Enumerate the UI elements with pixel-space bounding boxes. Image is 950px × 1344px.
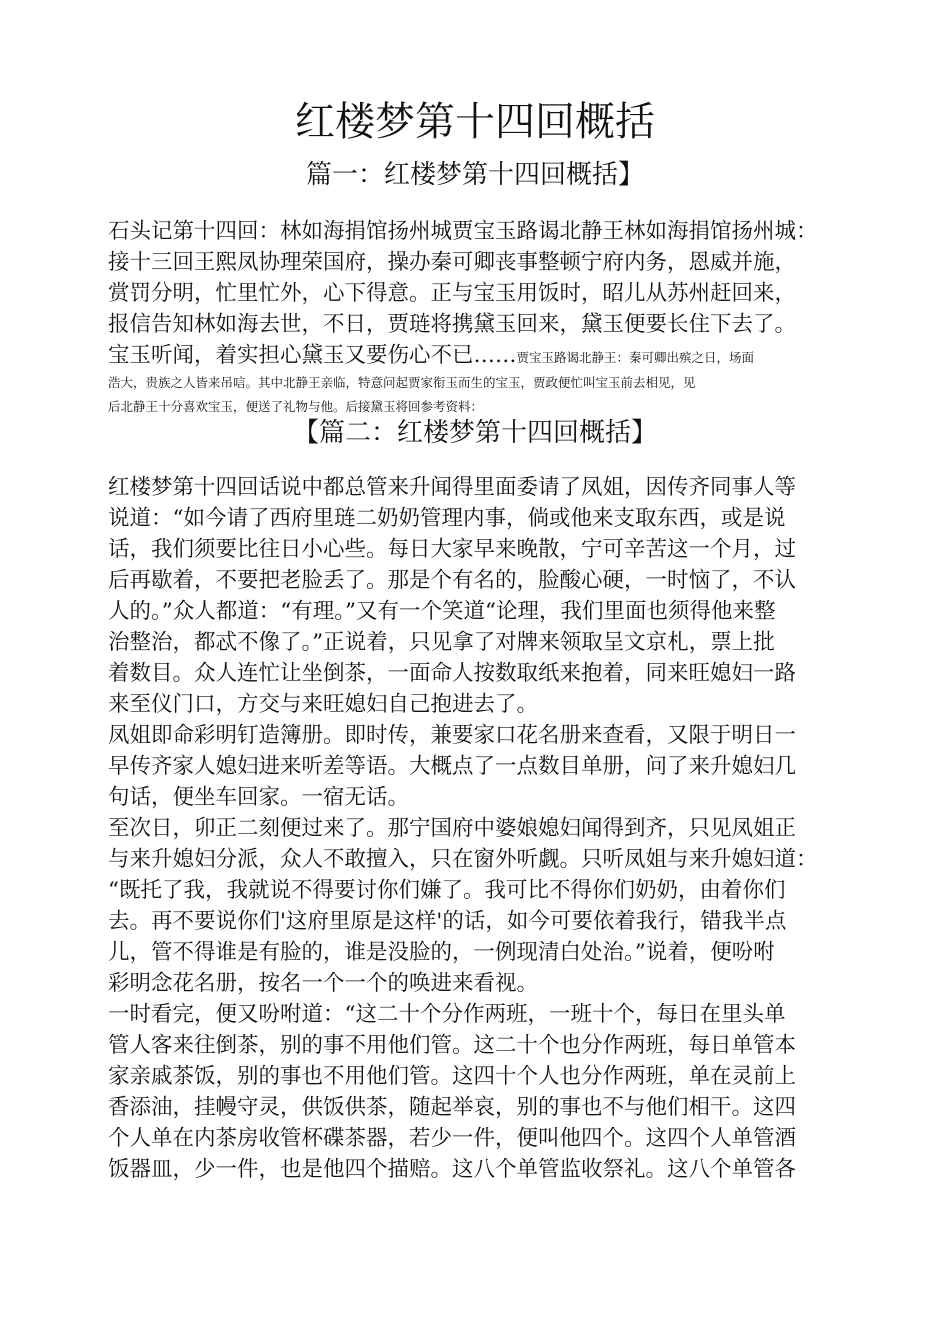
paragraph-line: 话，我们须要比往日小心些。每日大家早来晚散，宁可辛苦这一个月，过 [108, 537, 797, 562]
section2-body [108, 472, 868, 1185]
small-paragraph-line: 后北静王十分喜欢宝玉，便送了礼物与他。后接黛玉将回参考资料： [108, 399, 484, 414]
paragraph-text: 宝玉听闻，着实担心黛玉又要伤心不已…… [108, 343, 517, 368]
paragraph-line: 着数目。众人连忙让坐倒茶，一面命人按数取纸来抱着，同来旺媳妇一路 [108, 661, 797, 686]
paragraph-line: 句话，便坐车回家。一宿无话。 [108, 785, 410, 810]
paragraph-line: 彩明念花名册，按名一个一个的唤进来看视。 [108, 971, 539, 996]
paragraph-line: 凤姐即命彩明钉造簿册。即时传，兼要家口花名册来查看，又限于明日一 [108, 723, 797, 748]
paragraph-line: 去。再不要说你们'这府里原是这样'的话，如今可要依着我行，错我半点 [108, 909, 787, 934]
section1-body [108, 216, 868, 419]
paragraph-line: 家亲戚茶饭，别的事也不用他们管。这四十个人也分作两班，单在灵前上 [108, 1064, 797, 1089]
paragraph-line: 红楼梦第十四回话说中都总管来升闻得里面委请了凤姐，因传齐同事人等 [108, 475, 797, 500]
paragraph-line: 后再歇着，不要把老脸丢了。那是个有名的，脸酸心硬，一时恼了，不认 [108, 568, 797, 593]
paragraph-line: 早传齐家人媳妇进来听差等语。大概点了一点数目单册，问了来升媳妇几 [108, 754, 797, 779]
paragraph-line: 治整治，都忒不像了。”正说着，只见拿了对牌来领取呈文京札，票上批 [108, 630, 775, 655]
paragraph-line: 儿，管不得谁是有脸的，谁是没脸的，一例现清白处治。”说着，便吩咐 [108, 940, 775, 965]
paragraph-line: 香添油，挂幔守灵，供饭供茶，随起举哀，别的事也不与他们相干。这四 [108, 1095, 797, 1120]
paragraph-line: 来至仪门口，方交与来旺媳妇自己抱进去了。 [108, 692, 539, 717]
paragraph-line: 与来升媳妇分派，众人不敢擅入，只在窗外听觑。只听凤姐与来升媳妇道： [108, 847, 818, 872]
paragraph-line: 报信告知林如海去世，不日，贾琏将携黛玉回来，黛玉便要长住下去了。 [108, 312, 797, 337]
paragraph-line-mixed [108, 340, 868, 371]
section2-heading: 【篇二：红楼梦第十四回概括】 [292, 418, 657, 448]
document-title: 红楼梦第十四回概括 [295, 99, 655, 145]
paragraph-line: 管人客来往倒茶，别的事不用他们管。这二十个也分作两班，每日单管本 [108, 1033, 797, 1058]
paragraph-line: 人的。”众人都道：“有理。”又有一个笑道“论理，我们里面也须得他来整 [108, 599, 776, 624]
paragraph-line: 一时看完，便又吩咐道：“这二十个分作两班，一班十个，每日在里头单 [108, 1002, 786, 1027]
section1-heading: 篇一：红楼梦第十四回概括】 [305, 160, 644, 190]
paragraph-line: 赏罚分明，忙里忙外，心下得意。正与宝玉用饭时，昭儿从苏州赶回来， [108, 281, 797, 306]
paragraph-line: 说道：“如今请了西府里琏二奶奶管理内事，倘或他来支取东西，或是说 [108, 506, 786, 531]
small-paragraph-line: 浩大，贵族之人皆来吊唁。其中北静王亲临，特意问起贾家衔玉而生的宝玉，贾政便忙叫宝玉前去相见，见 [108, 375, 696, 390]
paragraph-line: 接十三回王熙凤协理荣国府，操办秦可卿丧事整顿宁府内务，恩威并施， [108, 250, 797, 275]
paragraph-line: “既托了我，我就说不得要讨你们嫌了。我可比不得你们奶奶，由着你们 [108, 878, 786, 903]
paragraph-line: 石头记第十四回：林如海捐馆扬州城贾宝玉路谒北静王林如海捐馆扬州城： [108, 219, 818, 244]
paragraph-line: 个人单在内茶房收管杯碟茶器，若少一件，便叫他四个。这四个人单管酒 [108, 1126, 797, 1151]
paragraph-line: 至次日，卯正二刻便过来了。那宁国府中婆娘媳妇闻得到齐，只见凤姐正 [108, 816, 797, 841]
small-text: 贾宝玉路谒北静王：秦可卿出殡之日，场面 [516, 350, 755, 365]
paragraph-line: 饭器皿，少一件，也是他四个描赔。这八个单管监收祭礼。这八个单管各 [108, 1157, 797, 1182]
